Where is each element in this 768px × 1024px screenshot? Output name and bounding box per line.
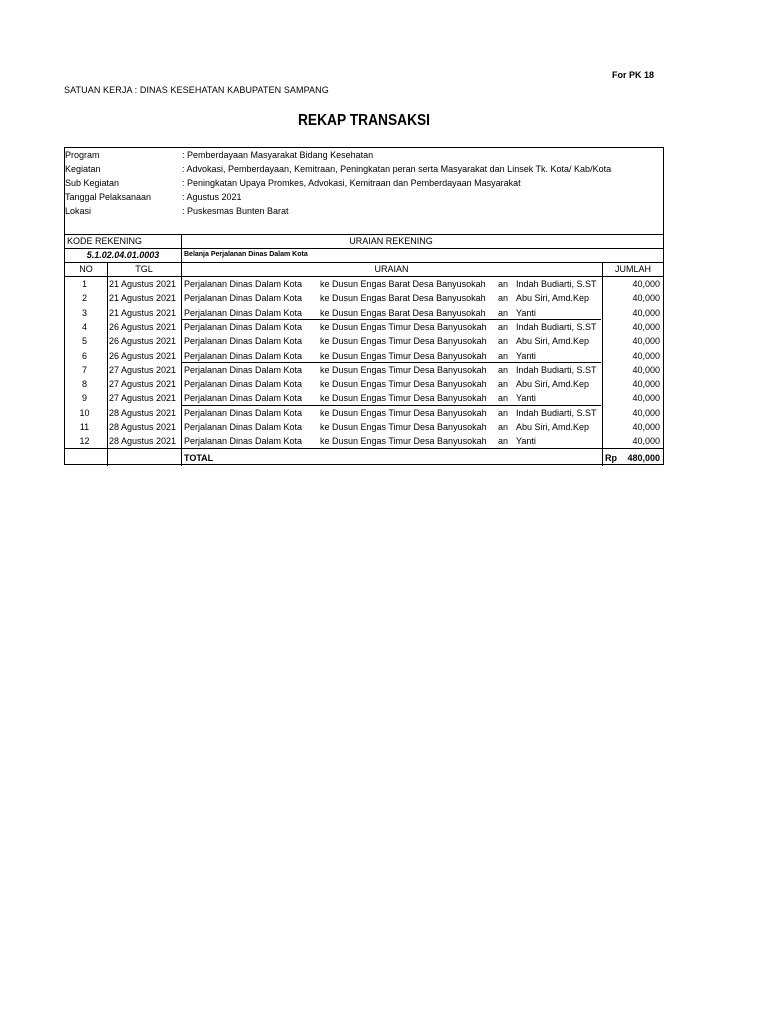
row-date: 28 Agustus 2021 [109, 436, 177, 447]
row-amount: 40,000 [632, 436, 660, 447]
form-code: For PK 18 [612, 70, 655, 80]
row-person: Yanti [516, 436, 536, 447]
row-person: Abu Siri, Amd.Kep [516, 379, 590, 390]
info-value: : Peningkatan Upaya Promkes, Advokasi, Kemitraan dan Pemberdayaan Masyarakat [182, 178, 521, 188]
row-no: 2 [81, 293, 87, 304]
info-label: Lokasi [65, 206, 92, 216]
info-value: : Advokasi, Pemberdayaan, Kemitraan, Peningkatan peran serta Masyarakat dan Linsek Tk. Kota/ Kab/Kota [182, 164, 612, 174]
row-no: 10 [79, 407, 90, 418]
row-an: an [498, 279, 509, 289]
work-unit: SATUAN KERJA : DINAS KESEHATAN KABUPATEN SAMPANG [64, 85, 329, 95]
header-uraian-rekening: URAIAN REKENING [349, 236, 433, 246]
row-activity: Perjalanan Dinas Dalam Kota [184, 379, 303, 390]
row-destination: ke Dusun Engas Timur Desa Banyusokah [320, 393, 487, 404]
row-an: an [498, 336, 509, 347]
row-no: 4 [81, 321, 87, 332]
row-activity: Perjalanan Dinas Dalam Kota [184, 279, 303, 289]
info-label: Kegiatan [65, 164, 101, 174]
row-an: an [498, 379, 509, 390]
row-amount: 40,000 [632, 279, 660, 289]
row-destination: ke Dusun Engas Timur Desa Banyusokah [320, 350, 487, 361]
info-label: Program [65, 150, 100, 160]
row-no: 12 [79, 436, 90, 447]
header-jumlah: JUMLAH [614, 264, 651, 274]
row-no: 11 [79, 422, 90, 432]
row-destination: ke Dusun Engas Timur Desa Banyusokah [320, 379, 487, 390]
info-value: : Agustus 2021 [182, 192, 242, 202]
total-currency: Rp [605, 453, 617, 463]
row-date: 26 Agustus 2021 [109, 336, 177, 347]
row-date: 21 Agustus 2021 [109, 307, 177, 318]
grid-line [107, 262, 108, 466]
row-amount: 40,000 [632, 422, 660, 432]
info-label: Sub Kegiatan [65, 178, 120, 188]
row-date: 27 Agustus 2021 [109, 393, 177, 404]
row-no: 3 [81, 307, 87, 318]
row-destination: ke Dusun Engas Barat Desa Banyusokah [320, 307, 486, 318]
row-person: Abu Siri, Amd.Kep [516, 422, 590, 432]
total-label: TOTAL [184, 453, 214, 463]
row-activity: Perjalanan Dinas Dalam Kota [184, 307, 303, 318]
account-code: 5.1.02.04.01.0003 [86, 250, 160, 260]
row-amount: 40,000 [632, 364, 660, 375]
row-amount: 40,000 [632, 336, 660, 347]
page-title: REKAP TRANSAKSI [297, 112, 431, 129]
row-date: 26 Agustus 2021 [109, 350, 177, 361]
row-person: Abu Siri, Amd.Kep [516, 336, 590, 347]
row-person: Yanti [516, 307, 536, 318]
row-an: an [498, 350, 509, 361]
row-no: 8 [81, 379, 87, 390]
account-name: Belanja Perjalanan Dinas Dalam Kota [184, 251, 308, 258]
row-no: 5 [81, 336, 87, 347]
row-date: 27 Agustus 2021 [109, 364, 177, 375]
row-amount: 40,000 [632, 379, 660, 390]
row-destination: ke Dusun Engas Barat Desa Banyusokah [320, 279, 486, 289]
row-an: an [498, 393, 509, 404]
row-an: an [498, 321, 509, 332]
row-date: 21 Agustus 2021 [109, 293, 177, 304]
row-activity: Perjalanan Dinas Dalam Kota [184, 321, 303, 332]
row-date: 28 Agustus 2021 [109, 407, 177, 418]
row-destination: ke Dusun Engas Timur Desa Banyusokah [320, 436, 487, 447]
row-an: an [498, 422, 509, 432]
row-an: an [498, 436, 509, 447]
row-no: 1 [81, 279, 87, 289]
row-no: 7 [81, 364, 87, 375]
row-amount: 40,000 [632, 307, 660, 318]
row-person: Abu Siri, Amd.Kep [516, 293, 590, 304]
row-amount: 40,000 [632, 393, 660, 404]
header-no: NO [79, 264, 93, 274]
row-activity: Perjalanan Dinas Dalam Kota [184, 436, 303, 447]
row-date: 21 Agustus 2021 [109, 279, 177, 289]
row-destination: ke Dusun Engas Timur Desa Banyusokah [320, 407, 487, 418]
row-destination: ke Dusun Engas Timur Desa Banyusokah [320, 321, 487, 332]
row-amount: 40,000 [632, 321, 660, 332]
row-an: an [498, 364, 509, 375]
info-value: : Pemberdayaan Masyarakat Bidang Kesehatan [182, 150, 374, 160]
row-an: an [498, 307, 509, 318]
transaction-recap-table [64, 147, 664, 465]
header-tgl: TGL [135, 264, 153, 274]
row-activity: Perjalanan Dinas Dalam Kota [184, 407, 303, 418]
row-person: Yanti [516, 350, 536, 361]
row-date: 28 Agustus 2021 [109, 422, 177, 432]
row-person: Indah Budiarti, S.ST [516, 364, 597, 375]
row-destination: ke Dusun Engas Timur Desa Banyusokah [320, 336, 487, 347]
row-activity: Perjalanan Dinas Dalam Kota [184, 336, 303, 347]
row-person: Indah Budiarti, S.ST [516, 407, 597, 418]
row-no: 6 [81, 350, 87, 361]
row-no: 9 [81, 393, 87, 404]
header-kode-rekening: KODE REKENING [67, 236, 143, 246]
row-person: Indah Budiarti, S.ST [516, 279, 597, 289]
info-value: : Puskesmas Bunten Barat [182, 206, 289, 216]
row-an: an [498, 293, 509, 304]
row-activity: Perjalanan Dinas Dalam Kota [184, 393, 303, 404]
row-activity: Perjalanan Dinas Dalam Kota [184, 293, 303, 304]
row-person: Indah Budiarti, S.ST [516, 321, 597, 332]
row-destination: ke Dusun Engas Timur Desa Banyusokah [320, 422, 487, 432]
row-amount: 40,000 [632, 407, 660, 418]
row-activity: Perjalanan Dinas Dalam Kota [184, 422, 303, 432]
row-activity: Perjalanan Dinas Dalam Kota [184, 350, 303, 361]
row-destination: ke Dusun Engas Timur Desa Banyusokah [320, 364, 487, 375]
row-activity: Perjalanan Dinas Dalam Kota [184, 364, 303, 375]
row-an: an [498, 407, 509, 418]
row-date: 27 Agustus 2021 [109, 379, 177, 390]
header-uraian: URAIAN [374, 264, 409, 274]
row-destination: ke Dusun Engas Barat Desa Banyusokah [320, 293, 486, 304]
row-amount: 40,000 [632, 293, 660, 304]
total-amount: 480,000 [627, 453, 660, 463]
row-amount: 40,000 [632, 350, 660, 361]
info-label: Tanggal Pelaksanaan [65, 192, 152, 202]
row-person: Yanti [516, 393, 536, 404]
row-date: 26 Agustus 2021 [109, 321, 177, 332]
